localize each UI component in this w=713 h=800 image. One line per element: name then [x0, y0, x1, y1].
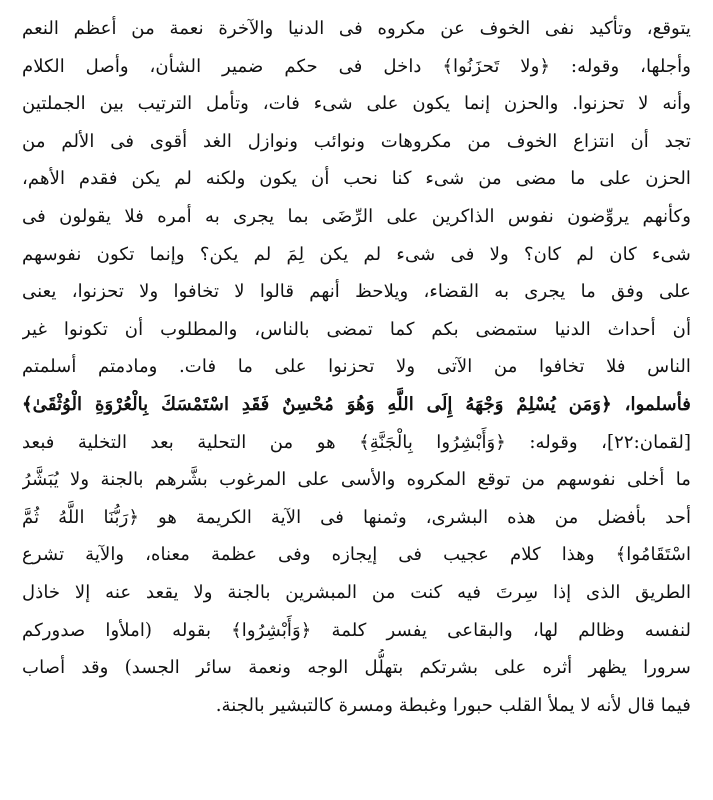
- text-line: أن أحداث الدنيا ستمضى بكم كما تمضى بالناس، والمطلوب أن تكونوا غير: [22, 318, 691, 340]
- text-line: على وفق ما يجرى به القضاء، ويلاحظ أنهم قالوا لا تخافوا ولا تحزنوا، يعنى: [22, 281, 691, 303]
- text-line: شىء كان لم كان؟ ولا فى شىء لم يكن لِمَ لم يكن؟ وإنما تكون نفوسهم: [22, 243, 691, 265]
- text-line: لنفسه وظالم لها، والبقاعى يفسر كلمة ﴿وَأَبْشِرُوا﴾ بقوله (املأوا صدوركم: [22, 619, 691, 641]
- text-line: وأنه لا تحزنوا. والحزن إنما يكون على شىء فات، وتأمل الترتيب بين الجملتين: [22, 93, 691, 115]
- text-line-final: فيما قال لأنه لا يملأ القلب حبورا وغبطة ومسرة كالتبشير بالجنة.: [215, 694, 691, 716]
- text-line: يتوقع، وتأكيد نفى الخوف عن مكروه فى الدنيا والآخرة نعمة من أعظم النعم: [22, 18, 691, 39]
- text-line: الناس فلا تخافوا من الآتى ولا تحزنوا على ما فات. ومادمتم أسلمتم: [22, 356, 691, 378]
- text-line: الحزن على ما مضى من شىء كنا نحب أن يكون ولكنه لم يكن فقدم الأهم،: [22, 168, 691, 190]
- text-line: أحد بأفضل من هذه البشرى، وثمنها فى الآية الكريمة هو ﴿رَبُّنَا اللَّهُ ثُمَّ: [22, 506, 691, 528]
- text-line: ما أخلى نفوسهم من توقع المكروه والأسى على المرغوب بشَّرهم بالجنة ولا يُبَشَّرُ: [22, 469, 691, 491]
- text-line: اسْتَقَامُوا﴾ وهذا كلام عجيب فى إيجازه وفى عظمة معناه، والآية تشرع: [22, 544, 691, 566]
- text-line: سرورا يظهر أثره على بشرتكم بتهلُّل الوجه ونعمة سائر الجسد) وقد أصاب: [22, 657, 691, 679]
- text-line: تجد أن انتزاع الخوف من مكروهات ونوائب ونوازل الغد أقوى فى الألم من: [22, 130, 691, 152]
- quran-verse-line: فأسلموا، ﴿وَمَن يُسْلِمْ وَجْهَهُ إِلَى اللَّهِ وَهُوَ مُحْسِنٌ فَقَدِ اسْتَمْسَكَ بِالْعُرْوَةِ الْوُثْقَىٰ﴾: [22, 393, 691, 415]
- text-line: وكأنهم يروِّضون نفوس الذاكرين على الرِّضَى بما يجرى به أمره فلا يقولون فى: [22, 205, 691, 227]
- text-line: وأجلها، وقوله: ﴿ولا تَحزَنُوا﴾ داخل فى حكم ضمير الشأن، وأصل الكلام: [22, 55, 691, 77]
- text-line: [لقمان:٢٢]، وقوله: ﴿وَأَبْشِرُوا بِالْجَنَّةِ﴾ هو من التحلية بعد التخلية فبعد: [22, 431, 691, 453]
- text-line: الطريق الذى إذا سِرتَ فيه كنت من المبشرين بالجنة ولا يقعد عنه إلا خاذل: [22, 581, 691, 603]
